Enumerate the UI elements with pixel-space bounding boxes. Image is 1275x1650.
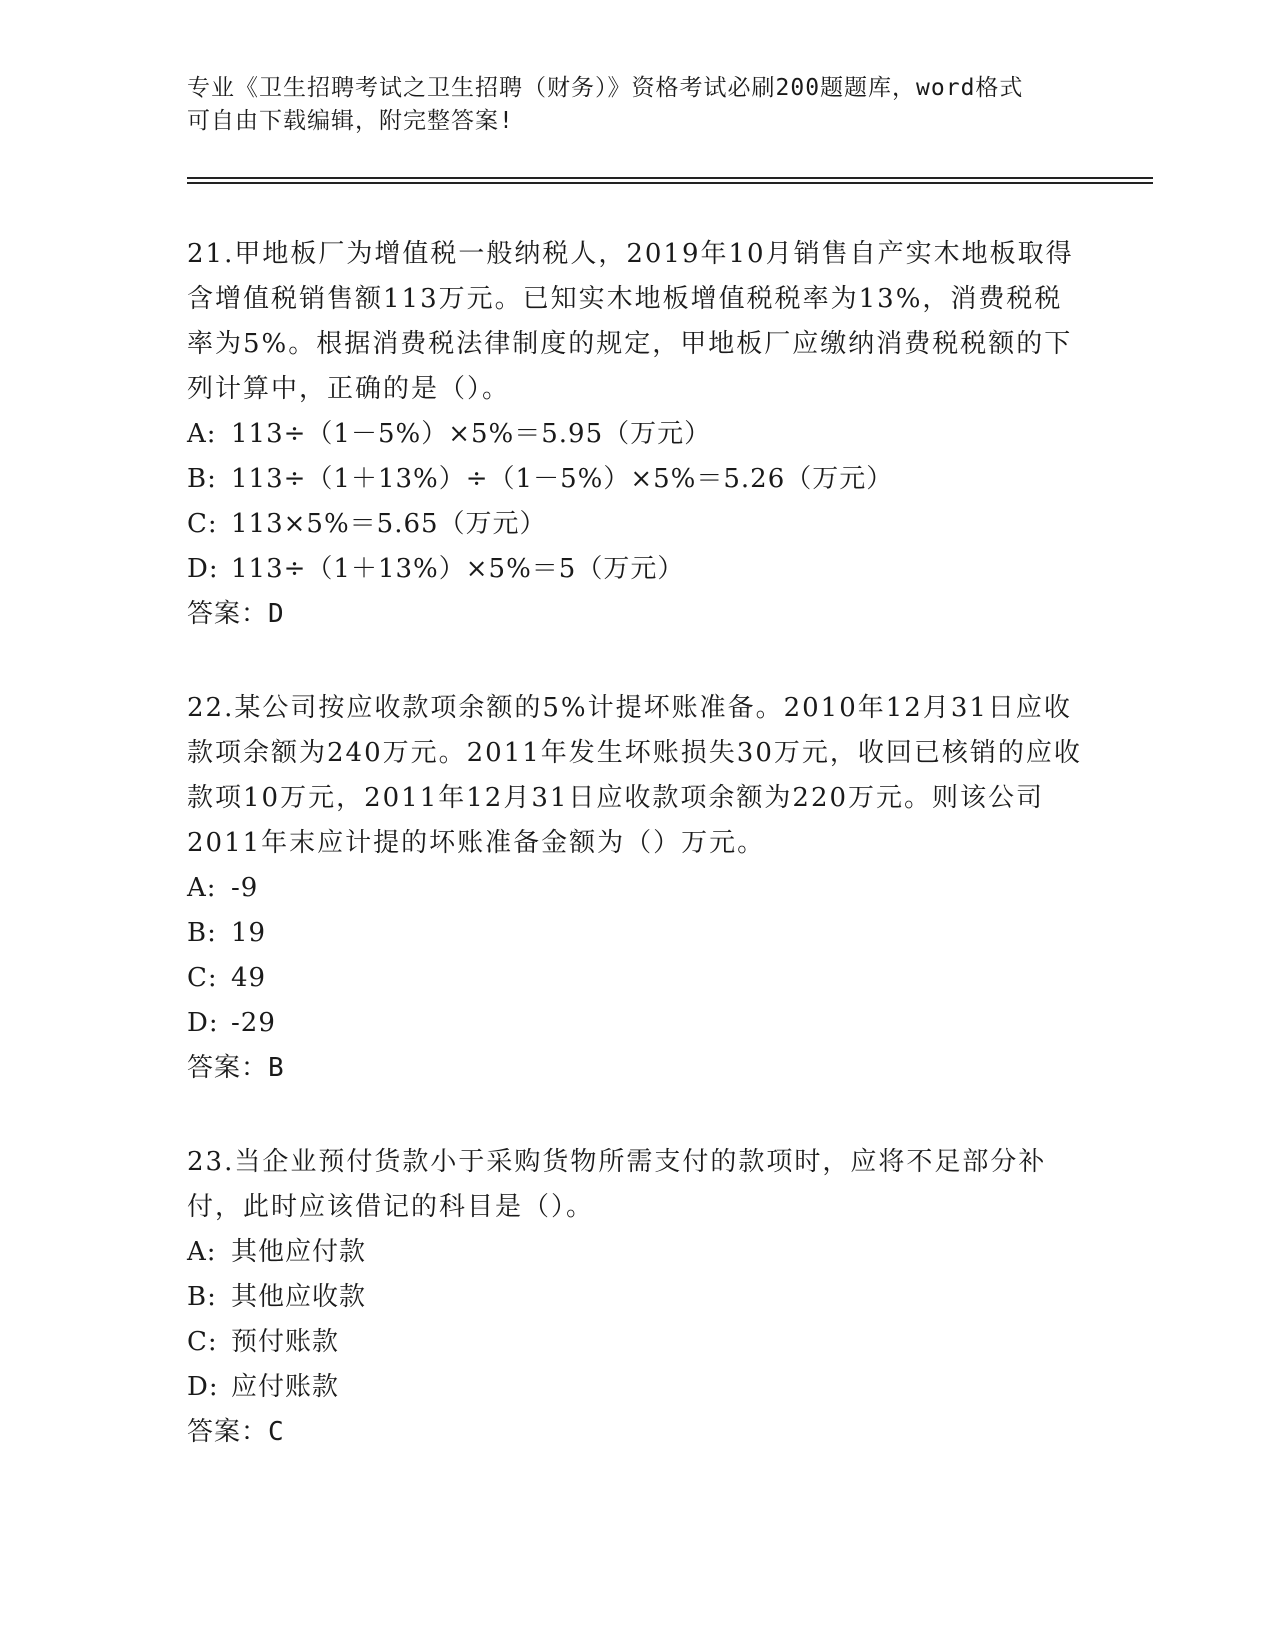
option-text: 113÷（1＋13%）×5%＝5（万元） [231, 554, 685, 584]
option-text: 应付账款 [231, 1372, 340, 1402]
header-divider-bottom [187, 182, 1153, 184]
option-letter: C: [187, 509, 218, 539]
option-letter: B: [187, 1282, 217, 1312]
option-letter: D: [187, 554, 219, 584]
option-a [187, 866, 1087, 911]
option-b [187, 457, 1087, 502]
option-c [187, 502, 1087, 547]
option-d [187, 1001, 1087, 1046]
header-line-1: 专业《卫生招聘考试之卫生招聘（财务）》资格考试必刷200题题库，word格式 [187, 75, 1024, 101]
question-stem: 22.某公司按应收款项余额的5%计提坏账准备。2010年12月31日应收款项余额为240万元。2011年发生坏账损失30万元，收回已核销的应收款项10万元，2011年12月31日应收款项余额为220万元。则该公司2011年末应计提的坏账准备金额为（）万元。 [187, 693, 1082, 858]
option-text: 113÷（1－5%）×5%＝5.95（万元） [231, 419, 712, 449]
option-letter: A: [187, 1237, 217, 1267]
option-a [187, 1230, 1087, 1275]
option-letter: D: [187, 1372, 219, 1402]
option-letter: A: [187, 419, 217, 449]
question-21 [187, 232, 1087, 637]
option-b [187, 1275, 1087, 1320]
header-line-2: 可自由下载编辑，附完整答案! [187, 108, 514, 134]
option-text: -9 [231, 873, 259, 903]
option-c [187, 1320, 1087, 1365]
option-b [187, 911, 1087, 956]
question-23 [187, 1140, 1087, 1455]
option-d [187, 547, 1087, 592]
option-text: 113÷（1＋13%）÷（1－5%）×5%＝5.26（万元） [231, 464, 894, 494]
question-stem: 23.当企业预付货款小于采购货物所需支付的款项时，应将不足部分补付，此时应该借记的科目是（）。 [187, 1147, 1047, 1222]
option-text: 其他应收款 [231, 1282, 367, 1312]
option-letter: C: [187, 963, 218, 993]
option-text: 49 [231, 963, 267, 993]
option-text: 其他应付款 [231, 1237, 367, 1267]
option-letter: C: [187, 1327, 218, 1357]
option-d [187, 1365, 1087, 1410]
answer-line: 答案：B [187, 1053, 285, 1083]
option-text: 19 [231, 918, 267, 948]
answer-line: 答案：C [187, 1417, 285, 1447]
option-a [187, 412, 1087, 457]
option-text: 预付账款 [231, 1327, 340, 1357]
option-letter: D: [187, 1008, 219, 1038]
option-text: -29 [231, 1008, 276, 1038]
question-stem: 21.甲地板厂为增值税一般纳税人，2019年10月销售自产实木地板取得含增值税销售额113万元。已知实木地板增值税税率为13%，消费税税率为5%。根据消费税法律制度的规定，甲地板厂应缴纳消费税税额的下列计算中，正确的是（）。 [187, 239, 1074, 404]
option-c [187, 956, 1087, 1001]
question-22 [187, 686, 1087, 1091]
option-text: 113×5%＝5.65（万元） [231, 509, 547, 539]
answer-line: 答案：D [187, 599, 285, 629]
option-letter: B: [187, 464, 217, 494]
document-header [187, 72, 1087, 138]
option-letter: A: [187, 873, 217, 903]
option-letter: B: [187, 918, 217, 948]
header-divider-top [187, 177, 1153, 179]
